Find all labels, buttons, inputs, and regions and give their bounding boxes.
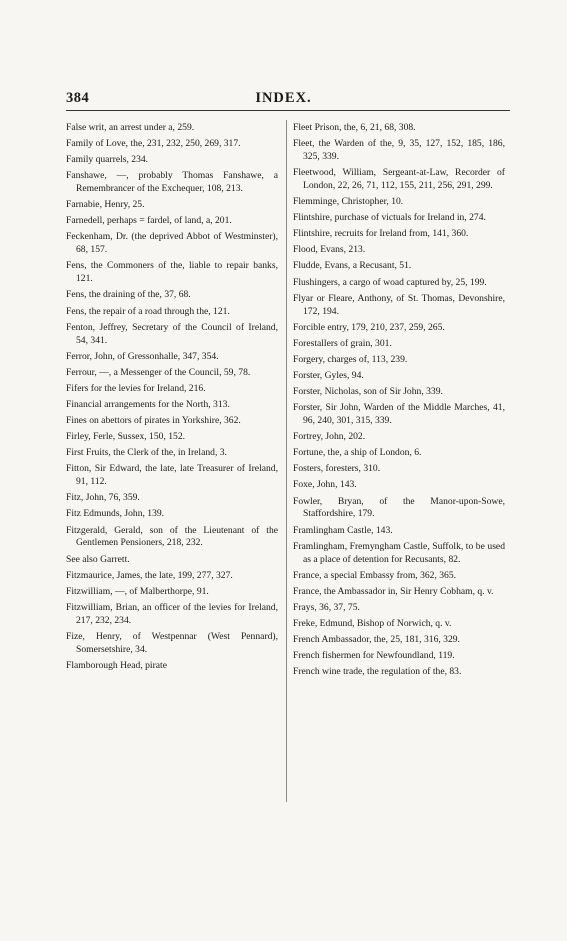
index-column-right — [293, 122, 505, 682]
index-entry: Ferror, John, of Gressonhalle, 347, 354. — [66, 350, 219, 362]
column-divider — [286, 120, 287, 802]
index-entry: Forster, Gyles, 94. — [293, 369, 364, 381]
header-rule — [66, 110, 510, 111]
index-entry: See also Garrett. — [66, 553, 130, 565]
index-entry: Fleetwood, William, Sergeant-at-Law, Recorder of London, 22, 26, 71, 112, 155, 211, 256, 291, 299. — [293, 167, 505, 191]
index-entry: Fowler, Bryan, of the Manor-upon-Sowe, Staffordshire, 179. — [293, 495, 505, 520]
index-entry: Fitz Edmunds, John, 139. — [66, 508, 165, 520]
index-entry: Freke, Edmund, Bishop of Norwich, q. v. — [293, 617, 452, 629]
index-entry: Fize, Henry, of Westpennar (West Pennard), Somersetshire, 34. — [66, 630, 278, 655]
page-number: 384 — [66, 90, 90, 106]
index-entry: Flintshire, recruits for Ireland from, 141, 360. — [293, 228, 469, 240]
index-entry: Farnedell, perhaps = fardel, of land, a, 201. — [66, 215, 232, 227]
index-entry: Ferrour, —, a Messenger of the Council, 59, 78. — [66, 366, 251, 378]
index-entry: Fleet Prison, the, 6, 21, 68, 308. — [293, 122, 416, 133]
index-entry: French Ambassador, the, 25, 181, 316, 329. — [293, 633, 460, 645]
index-entry: Fitton, Sir Edward, the late, late Treasurer of Ireland, 91, 112. — [66, 463, 278, 488]
index-entry: Foxe, John, 143. — [293, 479, 357, 491]
index-entry: Fens, the repair of a road through the, 121. — [66, 305, 230, 317]
index-entry: Flood, Evans, 213. — [293, 244, 366, 256]
index-entry: Fosters, foresters, 310. — [293, 463, 381, 475]
index-entry: French fishermen for Newfoundland, 119. — [293, 650, 455, 662]
index-entry: Flyar or Fleare, Anthony, of St. Thomas, Devonshire, 172, 194. — [293, 292, 505, 317]
index-entry: France, the Ambassador in, Sir Henry Cobham, q. v. — [293, 585, 494, 597]
index-entry: Forster, Nicholas, son of Sir John, 339. — [293, 386, 443, 398]
index-entry: Flamborough Head, pirate — [66, 659, 167, 671]
running-head: INDEX. — [255, 90, 312, 106]
index-entry: First Fruits, the Clerk of the, in Ireland, 3. — [66, 447, 227, 459]
index-entry: Fitzwilliam, Brian, an officer of the levies for Ireland, 217, 232, 234. — [66, 601, 278, 626]
index-entry: Forgery, charges of, 113, 239. — [293, 353, 408, 365]
index-entry: Fanshawe, —, probably Thomas Fanshawe, a Remembrancer of the Exchequer, 108, 213. — [66, 170, 278, 195]
index-entry: Fitzgerald, Gerald, son of the Lieutenant of the Gentlemen Pensioners, 218, 232. — [66, 524, 278, 549]
index-entry: Flushingers, a cargo of woad captured by, 25, 199. — [293, 276, 487, 288]
index-entry: Fitzmaurice, James, the late, 199, 277, 327. — [66, 569, 233, 581]
index-entry: Fortrey, John, 202. — [293, 431, 366, 443]
index-entry: Framlingham Castle, 143. — [293, 524, 393, 536]
index-entry: France, a special Embassy from, 362, 365. — [293, 569, 457, 581]
index-entry: Fitzwilliam, —, of Malberthorpe, 91. — [66, 585, 209, 597]
index-entry: Farnabie, Henry, 25. — [66, 199, 145, 211]
index-entry: Family of Love, the, 231, 232, 250, 269, 317. — [66, 138, 241, 150]
index-entry: Flemminge, Christopher, 10. — [293, 196, 404, 208]
index-entry: Fenton, Jeffrey, Secretary of the Council of Ireland, 54, 341. — [66, 321, 278, 346]
index-entry: Forcible entry, 179, 210, 237, 259, 265. — [293, 321, 445, 333]
index-entry: Family quarrels, 234. — [66, 154, 149, 166]
index-entry: Fitz, John, 76, 359. — [66, 492, 140, 504]
index-entry: French wine trade, the regulation of the, 83. — [293, 666, 462, 678]
index-column-left — [66, 122, 278, 676]
index-entry: Forestallers of grain, 301. — [293, 337, 392, 349]
index-entry: Flintshire, purchase of victuals for Ireland in, 274. — [293, 212, 486, 224]
index-entry: Fifers for the levies for Ireland, 216. — [66, 382, 206, 394]
index-entry: Firley, Ferle, Sussex, 150, 152. — [66, 431, 186, 443]
index-entry: Financial arrangements for the North, 313. — [66, 398, 230, 410]
index-entry: Fines on abettors of pirates in Yorkshire, 362. — [66, 415, 241, 427]
index-entry: Feckenham, Dr. (the deprived Abbot of Westminster), 68, 157. — [66, 231, 278, 256]
index-entry: Frays, 36, 37, 75. — [293, 601, 360, 613]
index-entry: Fens, the Commoners of the, liable to repair banks, 121. — [66, 260, 278, 285]
index-entry: Fludde, Evans, a Recusant, 51. — [293, 260, 412, 272]
index-entry: Fens, the draining of the, 37, 68. — [66, 289, 191, 301]
index-entry: False writ, an arrest under a, 259. — [66, 122, 195, 133]
index-entry: Fleet, the Warden of the, 9, 35, 127, 152, 185, 186, 325, 339. — [293, 138, 505, 162]
index-entry: Forster, Sir John, Warden of the Middle Marches, 41, 96, 240, 301, 315, 339. — [293, 402, 505, 427]
index-entry: Framlingham, Fremyngham Castle, Suffolk, to be used as a place of detention for Recusants, 82. — [293, 540, 505, 565]
index-entry: Fortune, the, a ship of London, 6. — [293, 447, 422, 459]
